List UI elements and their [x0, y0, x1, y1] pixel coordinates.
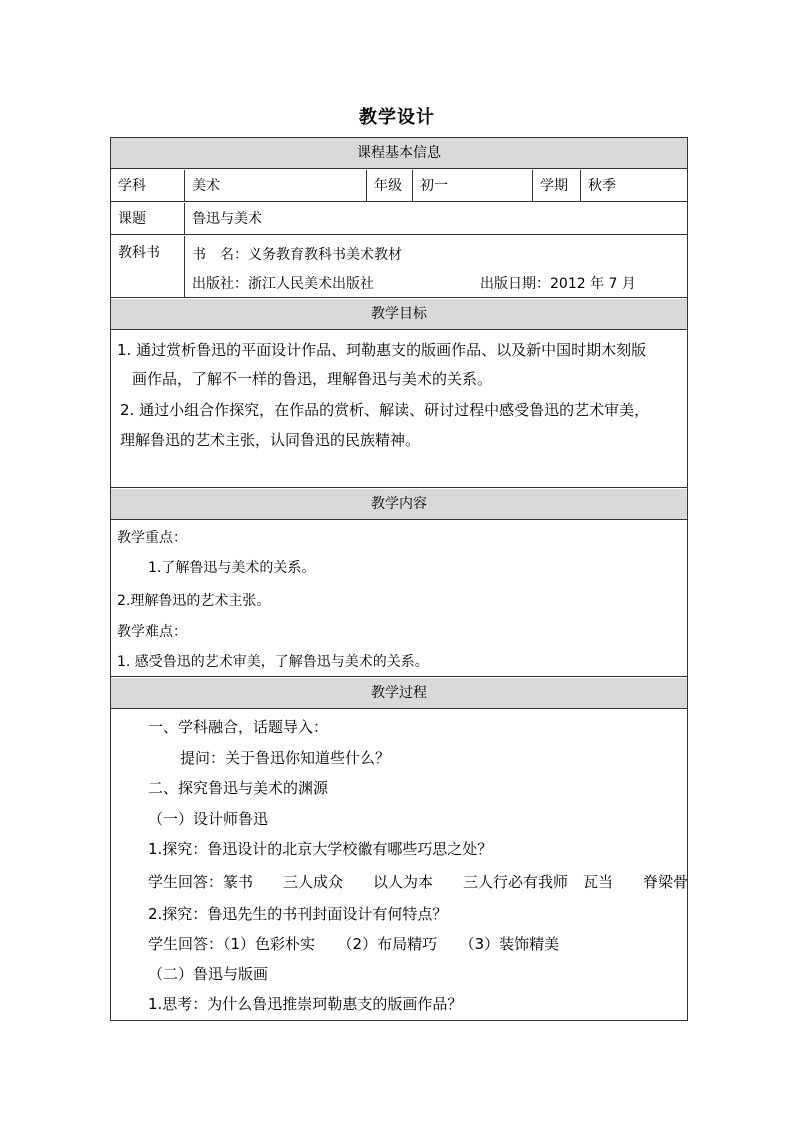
- process-line: 学生回答：篆书 三人成众 以人为本 三人行必有我师 瓦当 脊梁骨: [148, 873, 689, 891]
- process-line: 一、学科融合，话题导入：: [148, 718, 329, 736]
- process-line: 1.思考：为什么鲁迅推崇珂勒惠支的版画作品？: [148, 995, 463, 1013]
- process-line: （二）鲁迅与版画: [148, 965, 269, 983]
- process-line: 提问：关于鲁迅你知道些什么？: [180, 749, 391, 767]
- process-line: 2.探究：鲁迅先生的书刊封面设计有何特点？: [148, 905, 448, 923]
- publisher: 出版社：浙江人民美术出版社: [192, 276, 374, 292]
- content-line: 1.了解鲁迅与美术的关系。: [148, 560, 316, 576]
- content-header: [111, 489, 687, 520]
- basic-info-header-text: 课程基本信息: [357, 145, 441, 161]
- topic-label: 课题: [111, 203, 185, 235]
- process-line: （一）设计师鲁迅: [148, 810, 269, 828]
- content-body: [111, 521, 687, 677]
- term-label: 学期: [533, 170, 581, 202]
- content-line: 教学重点：: [117, 530, 187, 546]
- process-header: [111, 678, 687, 709]
- publish-date: 出版日期：2012 年 7 月: [480, 276, 636, 292]
- objective-line: 1. 通过赏析鲁迅的平面设计作品、珂勒惠支的版画作品、以及新中国时期木刻版: [117, 341, 647, 359]
- content-line: 1. 感受鲁迅的艺术审美，了解鲁迅与美术的关系。: [117, 654, 429, 670]
- content-line: 2.理解鲁迅的艺术主张。: [117, 593, 271, 609]
- content-line: 教学难点：: [117, 624, 187, 640]
- process-header-text: 教学过程: [371, 685, 427, 701]
- topic-value: 鲁迅与美术: [192, 211, 262, 227]
- objective-line: 画作品，了解不一样的鲁迅，理解鲁迅与美术的关系。: [132, 370, 493, 388]
- page-title: 教学设计: [359, 107, 435, 128]
- term-value: 秋季: [588, 178, 616, 194]
- objectives-body: [111, 331, 687, 488]
- process-line: 1.探究：鲁迅设计的北京大学校徽有哪些巧思之处？: [148, 840, 493, 858]
- book-name: 书 名：义务教育教科书美术教材: [192, 247, 402, 263]
- objective-line: 2. 通过小组合作探究，在作品的赏析、解读、研讨过程中感受鲁迅的艺术审美，: [120, 401, 650, 419]
- subject-label: 学科: [111, 170, 185, 202]
- basic-info-header: [111, 138, 687, 169]
- objective-line: 理解鲁迅的艺术主张，认同鲁迅的民族精神。: [120, 431, 421, 449]
- objectives-header: [111, 299, 687, 330]
- row-subject: [111, 170, 687, 202]
- row-topic: [111, 203, 687, 235]
- textbook-label: 教科书: [111, 236, 185, 298]
- process-body: [111, 710, 687, 1020]
- process-line: 学生回答：（1）色彩朴实 （2）布局精巧 （3）装饰精美: [148, 935, 560, 953]
- content-header-text: 教学内容: [371, 496, 427, 512]
- process-line: 二、探究鲁迅与美术的渊源: [148, 779, 329, 797]
- grade-label: 年级: [367, 170, 413, 202]
- grade-value: 初一: [413, 170, 533, 202]
- objectives-header-text: 教学目标: [371, 306, 427, 322]
- subject-value: 美术: [185, 170, 367, 202]
- row-textbook: [111, 236, 687, 298]
